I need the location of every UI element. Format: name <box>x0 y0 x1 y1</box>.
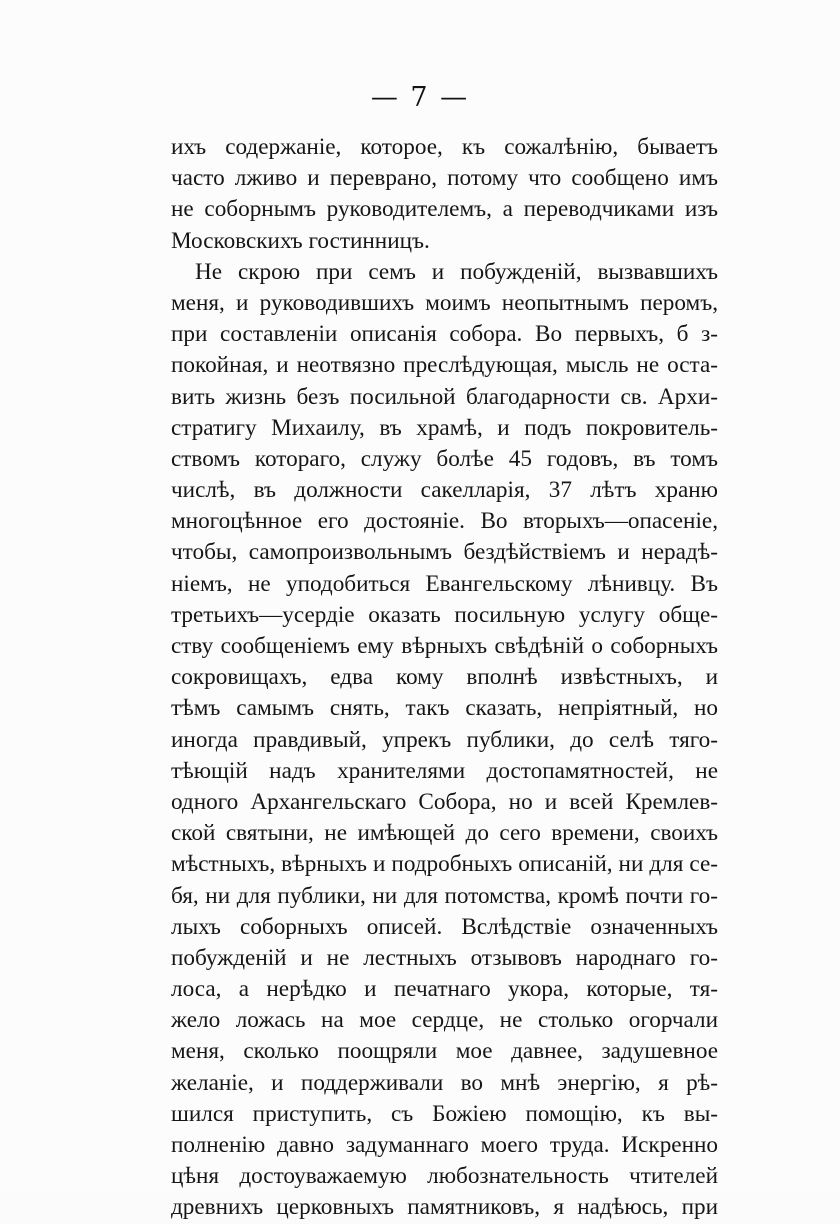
text-line: побужденій и не лестныхъ отзывовъ народнаго го- <box>171 944 718 971</box>
text-line: ствомъ котораго, служу болѣе 45 годовъ, въ томъ <box>171 445 718 472</box>
text-line: мѣстныхъ, вѣрныхъ и подробныхъ описаній, ни для се- <box>171 851 718 878</box>
text-line: часто лживо и переврано, потому что сообщено имъ <box>171 165 718 192</box>
text-line: ніемъ, не уподобиться Евангельскому лѣнивцу. Въ <box>171 570 718 597</box>
text-line: одного Архангельскаго Собора, но и всей Кремлев- <box>171 788 718 815</box>
text-line: жело ложась на мое сердце, не столько огорчали <box>171 1007 718 1034</box>
text-line: лыхъ соборныхъ описей. Вслѣдствіе означенныхъ <box>171 913 718 940</box>
text-line: Московскихъ гостинницъ. <box>171 227 430 254</box>
text-line: не соборнымъ руководителемъ, а переводчиками изъ <box>171 196 718 223</box>
text-line: цѣня достоуважаемую любознательность чтителей <box>171 1163 718 1190</box>
text-line: Не скрою при семъ и побужденій, вызвавшихъ <box>195 258 718 285</box>
text-line: полненію давно задуманнаго моего труда. Искренно <box>171 1132 718 1158</box>
text-line: числѣ, въ должности сакелларія, 37 лѣтъ храню <box>171 477 718 504</box>
text-line: третьихъ—усердіе оказать посильную услугу обще- <box>171 601 718 628</box>
text-line: тѣмъ самымъ снять, такъ сказать, непріятный, но <box>171 695 718 722</box>
text-line: при составленіи описанія собора. Во первыхъ, б з- <box>171 321 718 348</box>
text-line: ихъ содержаніе, которое, къ сожалѣнію, бываетъ <box>171 134 718 160</box>
text-line: покойная, и неотвязно преслѣдующая, мысль не оста- <box>171 352 718 379</box>
text-line: лоса, а нерѣдко и печатнаго укора, которые, тя- <box>171 976 718 1003</box>
text-line: многоцѣнное его достояніе. Во вторыхъ—опасеніе, <box>171 508 718 535</box>
text-line: тѣющій надъ хранителями достопамятностей, не <box>171 757 718 784</box>
text-line: ству сообщеніемъ ему вѣрныхъ свѣдѣній о соборныхъ <box>171 633 718 659</box>
text-line: сокровищахъ, едва кому вполнѣ извѣстныхъ, и <box>171 664 718 691</box>
text-line: меня, сколько поощряли мое давнее, задушевное <box>171 1038 718 1065</box>
text-line: ской святыни, не имѣющей до сего времени, своихъ <box>171 820 718 847</box>
text-line: шился приступить, съ Божіею помощію, къ вы- <box>171 1100 718 1127</box>
text-line: древнихъ церковныхъ памятниковъ, я надѣюсь, при <box>171 1194 718 1221</box>
page-number: — 7 — <box>370 82 470 113</box>
text-line: чтобы, самопроизвольнымъ бездѣйствіемъ и нерадѣ- <box>171 539 718 566</box>
body-text <box>171 132 718 1224</box>
text-line: желаніе, и поддерживали во мнѣ энергію, я рѣ- <box>171 1069 718 1096</box>
text-line: вить жизнь безъ посильной благодарности св. Архи- <box>171 383 718 410</box>
text-line: стратигу Михаилу, въ храмѣ, и подъ покровитель- <box>171 414 718 441</box>
text-line: иногда правдивый, упрекъ публики, до селѣ тяго- <box>171 726 718 753</box>
text-line: меня, и руководившихъ моимъ неопытнымъ перомъ, <box>171 289 718 316</box>
text-line: бя, ни для публики, ни для потомства, кромѣ почти го- <box>171 882 718 909</box>
